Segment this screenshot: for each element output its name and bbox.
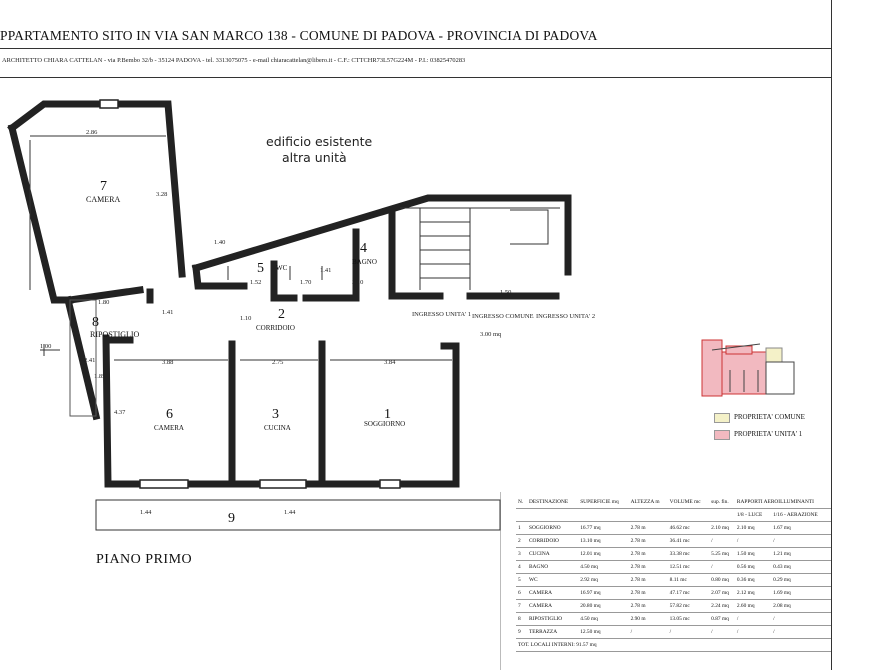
- table-cell: 2.08 mq: [771, 600, 831, 613]
- key-map-thumbnail: [702, 340, 794, 396]
- table-cell: /: [668, 626, 709, 639]
- table-subheader-row: [516, 509, 831, 522]
- legend-comune-label: PROPRIETA' COMUNE: [734, 413, 805, 421]
- rooms-table: [516, 496, 831, 652]
- table-cell: CAMERA: [527, 600, 578, 613]
- dim-label: 3.84: [384, 359, 396, 366]
- col-subheader: 1/8 - LUCE: [735, 509, 771, 522]
- room-3-name: CUCINA: [264, 424, 291, 432]
- table-cell: 1.69 mq: [771, 587, 831, 600]
- wall-wing-top: [196, 198, 568, 272]
- table-cell: 12.51 mc: [668, 561, 709, 574]
- table-cell: 1.67 mq: [771, 522, 831, 535]
- room-1-name: SOGGIORNO: [364, 420, 406, 428]
- wall-room7-left: [12, 128, 70, 300]
- wall-room1-right: [400, 346, 456, 484]
- room-6-name: CAMERA: [154, 424, 184, 432]
- table-cell: 0.43 mq: [771, 561, 831, 574]
- table-row: [516, 626, 831, 639]
- table-cell: 13.10 mq: [578, 535, 628, 548]
- table-row: [516, 561, 831, 574]
- room-9-number: 9: [228, 511, 235, 526]
- dim-label: 1.40: [214, 239, 226, 246]
- table-row: [516, 535, 831, 548]
- room-6-number: 6: [166, 407, 173, 422]
- dim-label: 2.10: [352, 279, 364, 286]
- table-cell: /: [735, 613, 771, 626]
- table-cell: 2.78 m: [629, 587, 668, 600]
- stairs-steps: [420, 222, 470, 278]
- table-row: [516, 548, 831, 561]
- table-cell: 2.90 m: [629, 613, 668, 626]
- table-cell: 2.10 mq: [735, 522, 771, 535]
- dim-label: 1.41: [320, 267, 332, 274]
- table-cell: 2.10 mq: [709, 522, 735, 535]
- window-room1: [380, 480, 400, 488]
- room-2-name: CORRIDOIO: [256, 324, 295, 332]
- table-cell: 1.50 mq: [735, 548, 771, 561]
- table-cell: 2.60 mq: [735, 600, 771, 613]
- table-cell: 2.78 m: [629, 561, 668, 574]
- table-cell: 2.24 mq: [709, 600, 735, 613]
- dim-label: 4.37: [114, 409, 126, 416]
- room-4-name: BAGNO: [352, 258, 377, 266]
- ingresso-comune-label: INGRESSO COMUNE: [472, 313, 534, 320]
- wall-bagno-bottom: [306, 232, 356, 298]
- table-cell: /: [771, 535, 831, 548]
- table-cell: 2.78 m: [629, 535, 668, 548]
- table-cell: 2.07 mq: [709, 587, 735, 600]
- dim-label: 1.10: [240, 315, 252, 322]
- table-cell: RIPOSTIGLIO: [527, 613, 578, 626]
- table-cell: /: [709, 535, 735, 548]
- table-cell: /: [709, 561, 735, 574]
- col-header: SUPERFICIE mq: [578, 496, 628, 509]
- dim-label: 1.00: [40, 343, 52, 350]
- legend-unita-swatch: [714, 430, 730, 440]
- dim-label: 1.85: [94, 373, 106, 380]
- floor-label: PIANO PRIMO: [96, 552, 193, 567]
- table-cell: CAMERA: [527, 587, 578, 600]
- room-8-number: 8: [92, 315, 99, 330]
- table-cell: WC: [527, 574, 578, 587]
- dim-label: 1.52: [250, 279, 262, 286]
- existing-building-note-2: altra unità: [282, 150, 347, 165]
- page-title: PPARTAMENTO SITO IN VIA SAN MARCO 138 - COMUNE DI PADOVA - PROVINCIA DI PADOVA: [0, 28, 598, 43]
- wall-wc-left: [196, 268, 244, 286]
- dim-label: 1.70: [300, 279, 312, 286]
- table-cell: 5.25 mq: [709, 548, 735, 561]
- table-cell: SOGGIORNO: [527, 522, 578, 535]
- terrace-outline: [96, 500, 500, 530]
- table-cell: 3: [516, 548, 527, 561]
- table-cell: 6: [516, 587, 527, 600]
- table-cell: /: [709, 626, 735, 639]
- table-cell: 4: [516, 561, 527, 574]
- dim-label: 1.80: [98, 299, 110, 306]
- table-total: TOT. LOCALI INTERNI: 91.57 mq: [516, 639, 831, 652]
- window-room6: [140, 480, 188, 488]
- dim-label: 3.28: [156, 191, 168, 198]
- table-row: [516, 574, 831, 587]
- table-cell: 5: [516, 574, 527, 587]
- table-cell: CORRIDOIO: [527, 535, 578, 548]
- table-cell: /: [735, 626, 771, 639]
- table-header-row: [516, 496, 831, 509]
- table-cell: 0.80 mq: [709, 574, 735, 587]
- table-cell: 9: [516, 626, 527, 639]
- room-7-name: CAMERA: [86, 195, 121, 204]
- table-cell: TERRAZZA: [527, 626, 578, 639]
- existing-building-note: edificio esistente: [266, 134, 373, 149]
- table-cell: 16.77 mq: [578, 522, 628, 535]
- legend-unita-label: PROPRIETA' UNITA' 1: [734, 430, 803, 438]
- architect-info: ARCHITETTO CHIARA CATTELAN - via P.Bembo 32/b - 35124 PADOVA - tel. 3313075075 - e-mail chiaracattelan@libero.it - C.F.: CTTCHR73L57G224M - P.I.: 03825470283: [2, 57, 466, 64]
- room-4-number: 4: [360, 241, 367, 256]
- room-3-number: 3: [272, 407, 279, 422]
- table-cell: 2: [516, 535, 527, 548]
- table-cell: 12.01 mq: [578, 548, 628, 561]
- table-cell: BAGNO: [527, 561, 578, 574]
- col-header: DESTINAZIONE: [527, 496, 578, 509]
- ingresso-unita-2-label: INGRESSO UNITA' 2: [536, 313, 596, 320]
- room-8-name: RIPOSTIGLIO: [90, 330, 140, 339]
- col-header: RAPPORTI AEROILLUMINANTI: [735, 496, 831, 509]
- dim-label: 1.50: [500, 289, 512, 296]
- table-row: [516, 522, 831, 535]
- room-7-number: 7: [100, 179, 107, 194]
- table-row: [516, 587, 831, 600]
- table-cell: 2.78 m: [629, 574, 668, 587]
- table-cell: /: [735, 535, 771, 548]
- col-header: VOLUME mc: [668, 496, 709, 509]
- dim-label: 1.44: [140, 509, 152, 516]
- table-cell: /: [771, 613, 831, 626]
- window-room7: [100, 100, 118, 108]
- table-cell: 2.12 mq: [735, 587, 771, 600]
- table-cell: 8: [516, 613, 527, 626]
- table-total-row: [516, 639, 831, 652]
- dim-label: 2.75: [272, 359, 284, 366]
- col-subheader: 1/16 - AERAZIONE: [771, 509, 831, 522]
- table-cell: 4.50 mq: [578, 613, 628, 626]
- table-cell: 2.78 m: [629, 522, 668, 535]
- room-5-name: WC: [276, 264, 288, 272]
- window-room3: [260, 480, 306, 488]
- table-cell: 20.80 mq: [578, 600, 628, 613]
- col-header: sup. fin.: [709, 496, 735, 509]
- table-cell: 12.50 mq: [578, 626, 628, 639]
- table-cell: 46.62 mc: [668, 522, 709, 535]
- table-cell: /: [771, 626, 831, 639]
- table-cell: 0.87 mq: [709, 613, 735, 626]
- room-5-number: 5: [257, 261, 264, 276]
- table-cell: 0.29 mq: [771, 574, 831, 587]
- wall-bagno-right: [392, 214, 440, 296]
- table-cell: 0.56 mq: [735, 561, 771, 574]
- col-header: ALTEZZA m: [629, 496, 668, 509]
- table-cell: 57.82 mc: [668, 600, 709, 613]
- table-cell: 0.36 mq: [735, 574, 771, 587]
- ingresso-comune-area: 3.00 mq: [480, 331, 502, 338]
- table-cell: 1.21 mq: [771, 548, 831, 561]
- table-cell: 2.78 m: [629, 548, 668, 561]
- table-row: [516, 613, 831, 626]
- ingresso-unita-1-label: INGRESSO UNITA' 1: [412, 311, 472, 318]
- table-cell: 1: [516, 522, 527, 535]
- table-cell: CUCINA: [527, 548, 578, 561]
- table-row: [516, 600, 831, 613]
- dim-label: 1.44: [284, 509, 296, 516]
- legend-comune-swatch: [714, 413, 730, 423]
- dim-lines-room7: [30, 136, 166, 290]
- room-1-number: 1: [384, 407, 391, 422]
- table-cell: 36.41 mc: [668, 535, 709, 548]
- table-cell: 13.05 mc: [668, 613, 709, 626]
- table-cell: 2.78 m: [629, 600, 668, 613]
- dim-label: 1.41: [162, 309, 174, 316]
- table-cell: 4.50 mq: [578, 561, 628, 574]
- table-cell: 8.11 mc: [668, 574, 709, 587]
- dim-label: 2.86: [86, 129, 98, 136]
- col-header: N.: [516, 496, 527, 509]
- table-cell: 16.97 mq: [578, 587, 628, 600]
- table-cell: 33.38 mc: [668, 548, 709, 561]
- table-cell: 47.17 mc: [668, 587, 709, 600]
- dim-label: 3.88: [162, 359, 174, 366]
- room-2-number: 2: [278, 307, 285, 322]
- table-cell: /: [629, 626, 668, 639]
- table-cell: 7: [516, 600, 527, 613]
- dim-label: 2.41: [84, 357, 96, 364]
- table-cell: 2.92 mq: [578, 574, 628, 587]
